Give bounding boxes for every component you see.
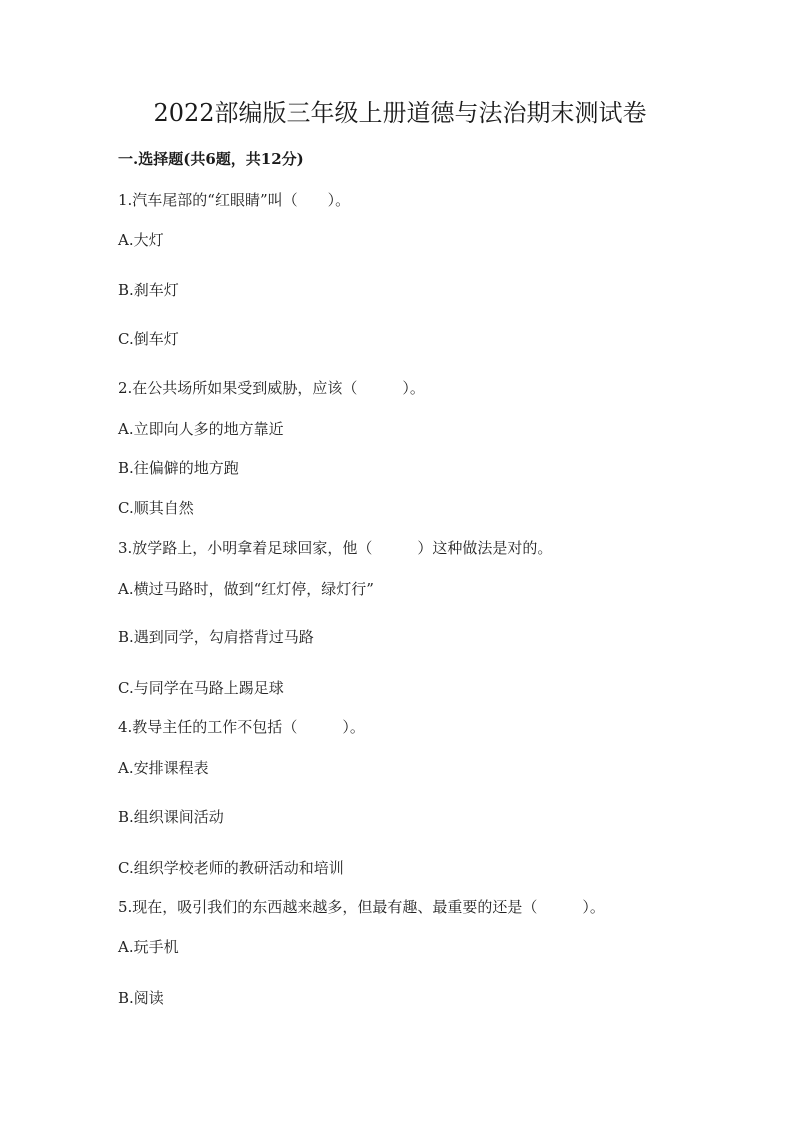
question-stem: 5.现在，吸引我们的东西越来越多，但最有趣、最重要的还是（ ）。 [118, 898, 605, 916]
answer-option: A.横过马路时，做到“红灯停，绿灯行” [118, 580, 374, 598]
answer-option: C.倒车灯 [118, 330, 179, 348]
answer-option: B.刹车灯 [118, 281, 179, 299]
answer-option: B.阅读 [118, 989, 164, 1007]
answer-option: B.组织课间活动 [118, 808, 224, 826]
question-stem: 4.教导主任的工作不包括（ ）。 [118, 718, 365, 736]
page-title: 2022部编版三年级上册道德与法治期末测试卷 [153, 99, 647, 127]
answer-option: B.往偏僻的地方跑 [118, 459, 239, 477]
answer-option: A.安排课程表 [118, 759, 209, 777]
answer-option: B.遇到同学，勾肩搭背过马路 [118, 628, 314, 646]
answer-option: C.顺其自然 [118, 499, 194, 517]
question-stem: 1.汽车尾部的“红眼睛”叫（ ）。 [118, 191, 351, 209]
answer-option: A.大灯 [118, 231, 164, 249]
answer-option: C.与同学在马路上踢足球 [118, 679, 284, 697]
question-stem: 3.放学路上，小明拿着足球回家，他（ ）这种做法是对的。 [118, 539, 553, 557]
answer-option: C.组织学校老师的教研活动和培训 [118, 859, 344, 877]
question-stem: 2.在公共场所如果受到威胁，应该（ ）。 [118, 379, 425, 397]
answer-option: A.立即向人多的地方靠近 [118, 420, 284, 438]
answer-option: A.玩手机 [118, 938, 179, 956]
section-heading: 一.选择题(共6题，共12分) [118, 150, 304, 168]
